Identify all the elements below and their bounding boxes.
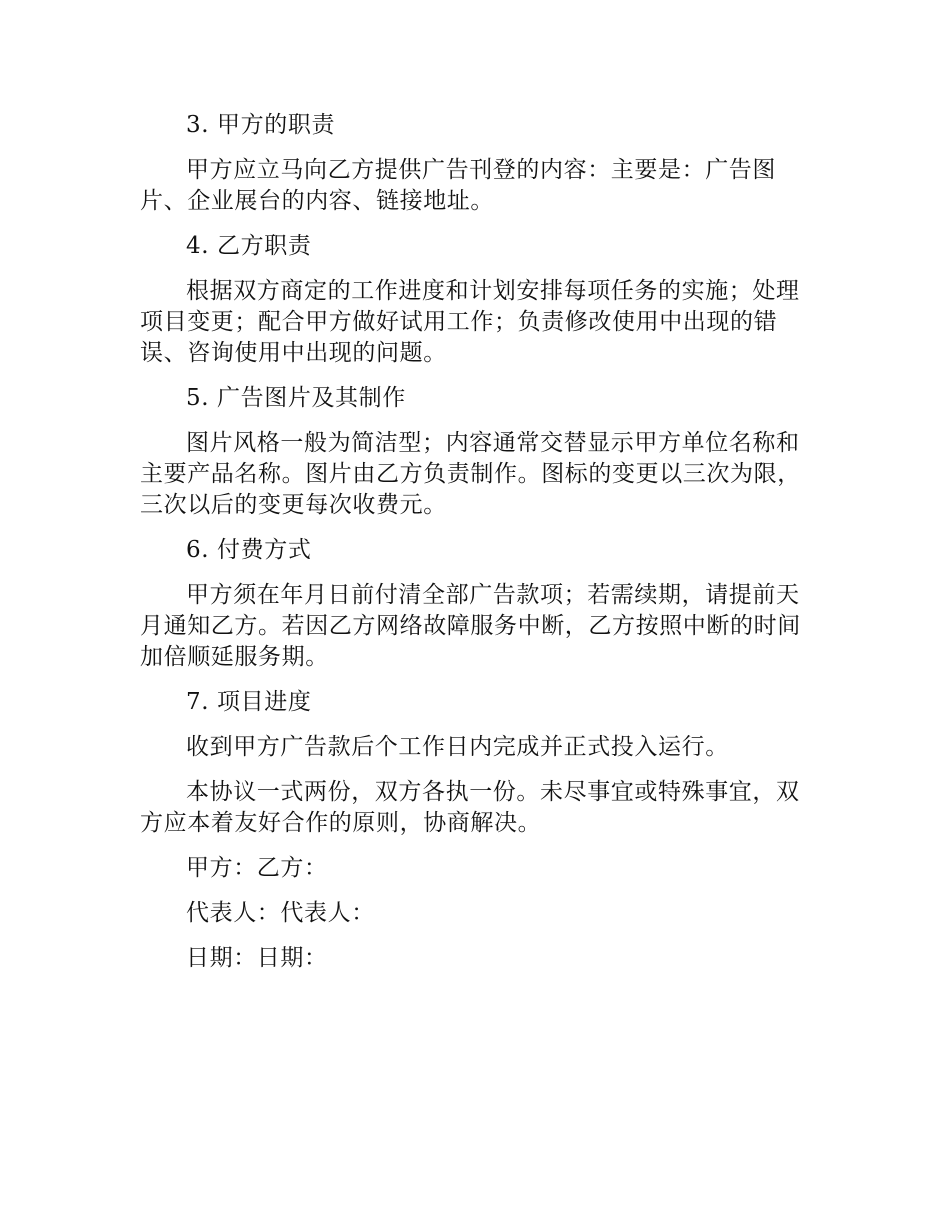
section-heading-5: 5. 广告图片及其制作 <box>186 385 406 411</box>
closing-paragraph: 本协议一式两份，双方各执一份。未尽事宜或特殊事宜，双方应本着友好合作的原则，协商解决。 <box>140 779 800 836</box>
section-body-3: 甲方应立马向乙方提供广告刊登的内容：主要是：广告图片、企业展台的内容、链接地址。 <box>140 157 776 214</box>
section-heading-4: 4. 乙方职责 <box>186 233 312 259</box>
section-heading-3: 3. 甲方的职责 <box>186 112 336 138</box>
signature-dates: 日期：日期： <box>186 945 328 971</box>
document-body <box>140 110 820 988</box>
section-body-5: 图片风格一般为简洁型；内容通常交替显示甲方单位名称和主要产品名称。图片由乙方负责制作。图标的变更以三次为限，三次以后的变更每次收费元。 <box>140 430 801 518</box>
section-body-6: 甲方须在年月日前付清全部广告款项；若需续期，请提前天月通知乙方。若因乙方网络故障服务中断，乙方按照中断的时间加倍顺延服务期。 <box>140 582 801 670</box>
section-body-7: 收到甲方广告款后个工作日内完成并正式投入运行。 <box>186 734 729 760</box>
signature-representatives: 代表人：代表人： <box>186 900 375 926</box>
section-heading-7: 7. 项目进度 <box>186 689 312 715</box>
signature-parties: 甲方：乙方： <box>186 855 328 881</box>
section-heading-6: 6. 付费方式 <box>186 537 312 563</box>
section-body-4: 根据双方商定的工作进度和计划安排每项任务的实施；处理项目变更；配合甲方做好试用工作；负责修改使用中出现的错误、咨询使用中出现的问题。 <box>140 278 800 366</box>
